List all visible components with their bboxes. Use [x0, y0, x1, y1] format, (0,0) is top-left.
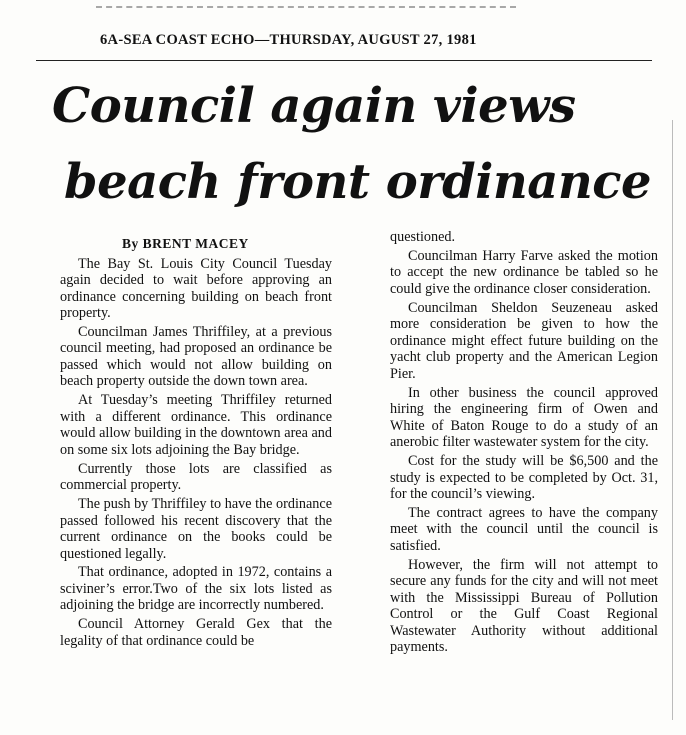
paragraph-continued: questioned. — [390, 229, 456, 245]
paragraph: However, the firm will not attempt to secure any funds for the city and will not meet with the Mississippi Bureau of Pollution Control or the Gulf Coast Regional Wastewater Authority without additional payments. — [390, 556, 658, 656]
paragraph: Councilman James Thriffiley, at a previous council meeting, had proposed an ordinance be passed which would not allow building on beach property outside the down town area. — [60, 323, 332, 390]
paragraph: Cost for the study will be $6,500 and the study is expected to be completed by Oct. 31, for the council’s viewing. — [390, 453, 658, 503]
paragraph: Councilman Sheldon Seuzeneau asked more consideration be given to how the ordinance might effect future building on the yacht club property and the American Legion Pier. — [390, 299, 658, 382]
paragraph: That ordinance, adopted in 1972, contains a sciviner’s error.Two of the six lots listed as adjoining the bridge are incorrectly numbered. — [60, 564, 332, 614]
torn-top-edge — [96, 6, 516, 11]
headline-line-2: beach front ordinance — [64, 154, 652, 210]
paragraph: The Bay St. Louis City Council Tuesday again decided to wait before approving an ordinance concerning building on beach front property. — [60, 255, 332, 321]
paragraph: Councilman Harry Farve asked the motion to accept the new ordinance be tabled so he could give the ordinance closer consideration. — [390, 247, 658, 297]
dateline-rule — [36, 60, 652, 61]
paragraph: The push by Thriffiley to have the ordinance passed followed his recent discovery that the current ordinance on the books could be questioned legally. — [60, 496, 332, 562]
paragraph: In other business the council approved hiring the engineering firm of Owen and White of Baton Rouge to do a study of an anerobic filter wastewater system for the city. — [390, 384, 658, 451]
headline — [44, 68, 664, 220]
headline-line-1: Council again views — [52, 78, 576, 134]
paragraph: Currently those lots are classified as commercial property. — [60, 460, 332, 494]
article-column-right — [390, 229, 658, 658]
dateline: 6A-SEA COAST ECHO—THURSDAY, AUGUST 27, 1981 — [100, 32, 477, 48]
paragraph: Council Attorney Gerald Gex that the legality of that ordinance could be — [60, 616, 332, 649]
paragraph: The contract agrees to have the company meet with the council until the council is satisfied. — [390, 504, 658, 554]
paragraph: At Tuesday’s meeting Thriffiley returned with a different ordinance. This ordinance would allow building in the downtown area and on some six lots adjoining the Bay bridge. — [60, 392, 332, 458]
article-column-left — [60, 236, 332, 652]
clipping-right-edge — [672, 120, 673, 720]
byline: By BRENT MACEY — [122, 236, 249, 251]
